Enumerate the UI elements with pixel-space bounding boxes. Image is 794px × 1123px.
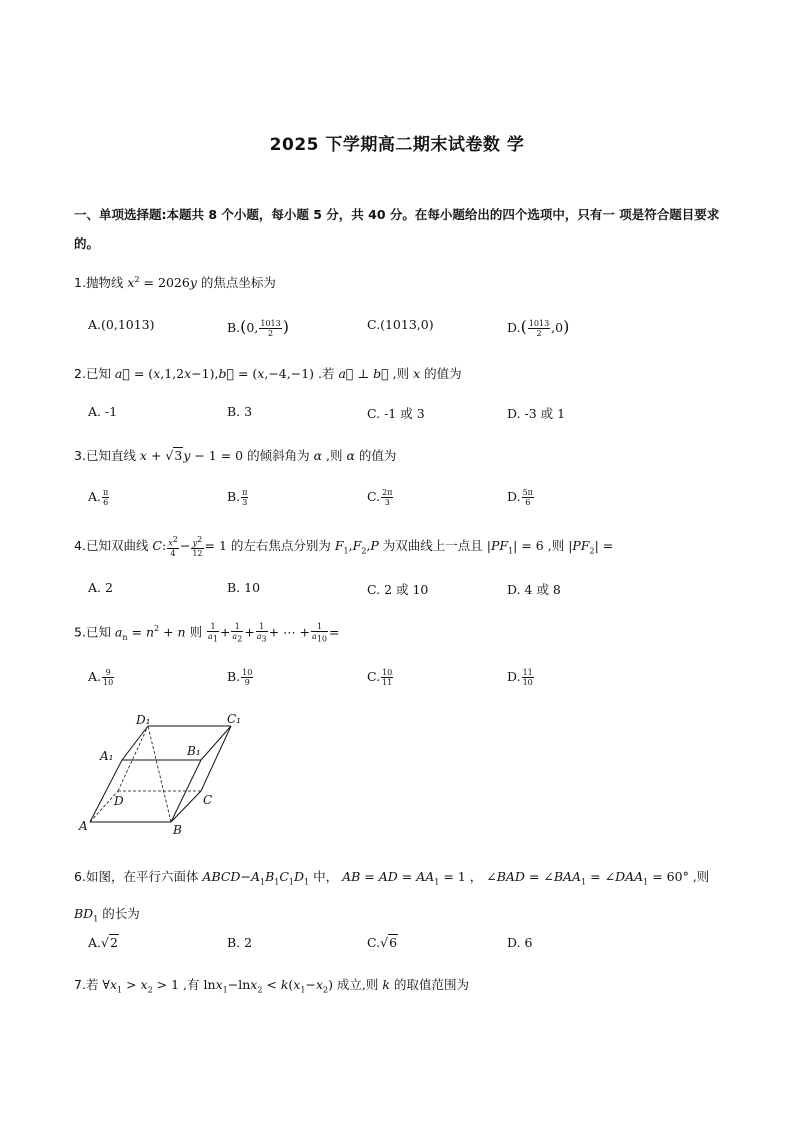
option-a: A. $\frac{\pi}{6}$ (88, 488, 109, 507)
option-b: B. 2 (227, 935, 253, 950)
diagonal-bd1 (148, 726, 171, 822)
option-b: B. $\frac{\pi}{3}$ (227, 488, 248, 507)
question-2-options (88, 404, 728, 424)
question-1: 1.抛物线 $x^2 = 2026y$ 的焦点坐标为 (74, 274, 276, 290)
option-c: C.√6 (367, 935, 398, 950)
option-d: D.( $\frac{1013}{2}$ ,0) (507, 317, 570, 338)
question-3-options (88, 488, 728, 508)
edge-dd1 (118, 726, 148, 791)
question-5-options (88, 668, 728, 688)
question-1-options (88, 317, 728, 337)
label-d1: D₁ (136, 713, 151, 727)
page-title: 2025 下学期高二期末试卷数 学 (269, 135, 525, 155)
label-b: B (173, 823, 182, 837)
option-a: A. 2 (88, 580, 113, 595)
option-c: C. $\frac{10}{11}$ (367, 668, 393, 687)
edge-cc1 (201, 726, 231, 791)
option-d: D. 4 或 8 (507, 582, 561, 597)
label-d: D (114, 794, 124, 808)
question-2: 2.已知 a⃗ = (x,1,2x−1),b⃗ = (x,−4,−1) .若 a⃗ ⊥ b⃗ ,则 x 的值为 (74, 366, 462, 381)
edge-bc (171, 791, 201, 822)
option-c: C. $\frac{2\pi}{3}$ (367, 488, 393, 507)
option-b: B. 10 (227, 580, 261, 595)
question-4-options (88, 580, 728, 600)
edge-d1a1 (122, 726, 148, 760)
option-d: D. $\frac{11}{10}$ (507, 668, 533, 687)
edge-aa1 (90, 760, 122, 822)
option-b: B. $\frac{10}{9}$ (227, 668, 253, 687)
question-4: 4.已知双曲线 C: $\frac{x^2}{4}$ − $\frac{y^2}{12}$ = 1 的左右焦点分别为 $F_1,F_2,P$ 为双曲线上一点且 $|PF_1| = 6$ ,则 $|PF_2|$ = (74, 535, 614, 558)
option-a: A. -1 (88, 404, 118, 419)
question-5: 5.已知 $a_n = n^2 + n$ 则 $\frac{1}{a_1}$ + $\frac{1}{a_2}$ + $\frac{1}{a_3}$ + ⋯ + $\frac{1}{a_{10}}$ = (74, 622, 340, 644)
option-a: A.√2 (88, 935, 118, 950)
question-3: 3.已知直线 x + √3y − 1 = 0 的倾斜角为 α ,则 α 的值为 (74, 448, 397, 463)
section-heading: 一、单项选择题:本题共 8 个小题，每小题 5 分，共 40 分。在每小题给出的四个选项中，只有一 项是符合题目要求的。 (74, 207, 720, 251)
label-a: A (79, 819, 88, 833)
question-7: 7.若 $\forall x_1 > x_2 > 1$ ,有 $\ln x_1-\ln x_2 < k(x_1-x_2)$ 成立,则 k 的取值范围为 (74, 977, 469, 995)
parallelepiped-figure (78, 712, 248, 838)
option-a: A. $\frac{9}{10}$ (88, 668, 114, 687)
edge-b1c1 (201, 726, 231, 760)
label-b1: B₁ (187, 744, 201, 758)
label-c: C (203, 793, 213, 807)
option-c: C. -1 或 3 (367, 406, 425, 421)
option-d: D. -3 或 1 (507, 406, 566, 421)
option-b: B.(0, $\frac{1013}{2}$ ) (227, 317, 289, 338)
question-6: 6.如图，在平行六面体 $ABCD-A_1B_1C_1D_1$ 中， AB = AD = $AA_1 = 1$ ， ∠BAD = $\angle BAA_1$ = $\angle DAA_1 = 60^\circ$ ,则 $BD_1$ 的长为 (74, 869, 710, 923)
option-a: A.(0,1013) (88, 317, 155, 332)
option-b: B. 3 (227, 404, 253, 419)
option-c: C. 2 或 10 (367, 582, 429, 597)
label-a1: A₁ (100, 749, 114, 763)
option-c: C.(1013,0) (367, 317, 434, 332)
option-d: D. 6 (507, 935, 533, 950)
option-d: D. $\frac{5\pi}{6}$ (507, 488, 533, 507)
label-c1: C₁ (227, 712, 241, 726)
question-6-options (88, 935, 728, 955)
